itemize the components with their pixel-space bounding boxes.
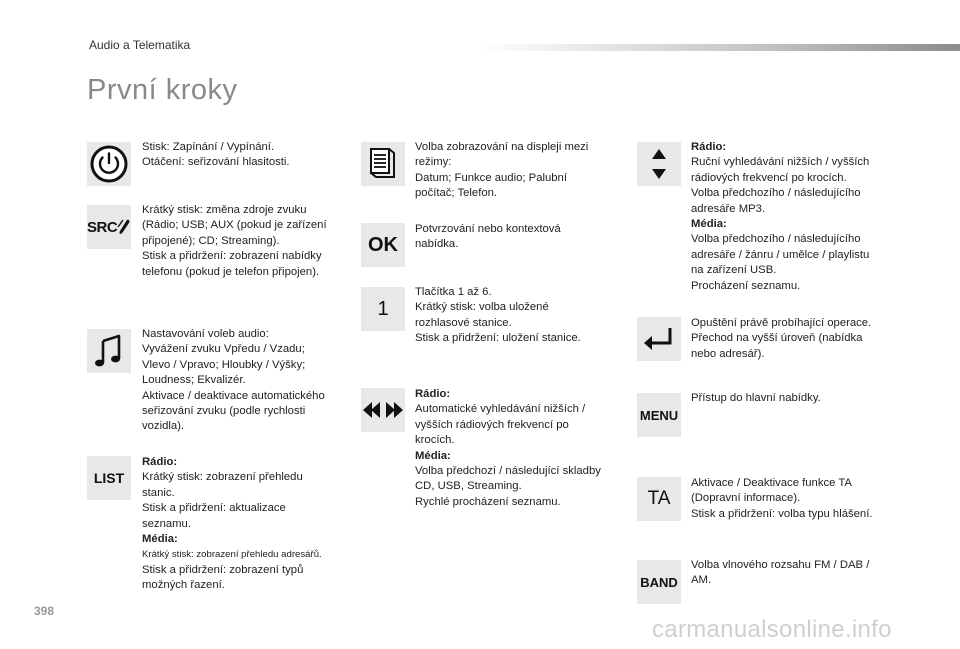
- list-description: Rádio: Krátký stisk: zobrazení přehledu stanic. Stisk a přidržení: aktualizace seznamu. Média: Krátký stisk: zobrazení přehledu adresářů. Stisk a přidržení: zobrazení typů možných řazení.: [142, 456, 322, 592]
- power-description: Stisk: Zapínání / Vypínání. Otáčení: seřizování hlasitosti.: [142, 141, 290, 169]
- ta-label: TA: [647, 488, 671, 509]
- src-label: SRC: [87, 218, 118, 236]
- power-icon: [89, 144, 129, 184]
- band-description: Volba vlnového rozsahu FM / DAB / AM.: [691, 559, 870, 587]
- ok-description: Potvrzování nebo kontextová nabídka.: [415, 223, 561, 251]
- up-down-button: [637, 142, 681, 186]
- src-button: [87, 205, 131, 249]
- watermark: carmanualsonline.info: [652, 616, 892, 643]
- band-label: BAND: [640, 574, 678, 590]
- back-button: [637, 317, 681, 361]
- seek-description: Rádio: Automatické vyhledávání nižších / vyšších rádiových frekvencí po krocích. Média: Volba předchozí / následující skladby CD, USB, Streaming. Rychlé procházení seznamu.: [415, 388, 601, 508]
- display-mode-button: [361, 142, 405, 186]
- audio-settings-button: [87, 329, 131, 373]
- ok-label: OK: [368, 233, 398, 256]
- ta-button: [637, 477, 681, 521]
- up-down-description: Rádio: Ruční vyhledávání nižších / vyšších rádiových frekvencí po krocích. Volba předchozího / následujícího adresáře MP3. Média: Volba předchozího / následujícího adresáře / žánru / umělce / playlistu na zařízení USB. Procházení seznamu.: [691, 141, 870, 292]
- power-volume-button: [87, 142, 131, 186]
- band-button: [637, 560, 681, 604]
- section-label: Audio a Telematika: [89, 38, 191, 52]
- up-down-arrows-icon: [649, 146, 669, 182]
- src-description: Krátký stisk: změna zdroje zvuku (Rádio; USB; AUX (pokud je zařízení připojené); CD; Streaming). Stisk a přidržení: zobrazení nabídky telefonu (pokud je telefon připojen).: [142, 204, 327, 278]
- list-button: [87, 456, 131, 500]
- preset-1-label: 1: [377, 297, 389, 320]
- ta-description: Aktivace / Deaktivace funkce TA (Dopravní informace). Stisk a přidržení: volba typu hlášení.: [691, 477, 873, 520]
- ok-button: [361, 223, 405, 267]
- display-pages-icon: [368, 146, 398, 182]
- page-number: 398: [34, 604, 55, 618]
- music-note-icon: [93, 333, 125, 369]
- display-description: Volba zobrazování na displeji mezi režimy: Datum; Funkce audio; Palubní počítač; Telefon.: [415, 141, 589, 200]
- back-description: Opuštění právě probíhající operace. Přechod na vyšší úroveň (nabídka nebo adresář).: [691, 317, 872, 360]
- list-label: LIST: [93, 470, 125, 486]
- audio-description: Nastavování voleb audio: Vyvážení zvuku Vpředu / Vzadu; Vlevo / Vpravo; Hloubky / Výšky; Loudness; Ekvalizér. Aktivace / deaktivace automatického seřizování zvuku (podle rychlosti vozidla).: [142, 328, 325, 433]
- preset-1-button: [361, 287, 405, 331]
- back-arrow-icon: [642, 325, 676, 353]
- phone-handset-icon: [117, 218, 131, 236]
- menu-label: MENU: [639, 407, 679, 423]
- menu-button: [637, 393, 681, 437]
- preset-description: Tlačítka 1 až 6. Krátký stisk: volba uložené rozhlasové stanice. Stisk a přidržení: uložení stanice.: [415, 286, 581, 345]
- seek-button: [361, 388, 405, 432]
- menu-description: Přístup do hlavní nabídky.: [691, 392, 821, 404]
- header-gradient-bar: [478, 44, 960, 51]
- page-title: První kroky: [87, 74, 238, 106]
- seek-arrows-icon: [362, 400, 404, 420]
